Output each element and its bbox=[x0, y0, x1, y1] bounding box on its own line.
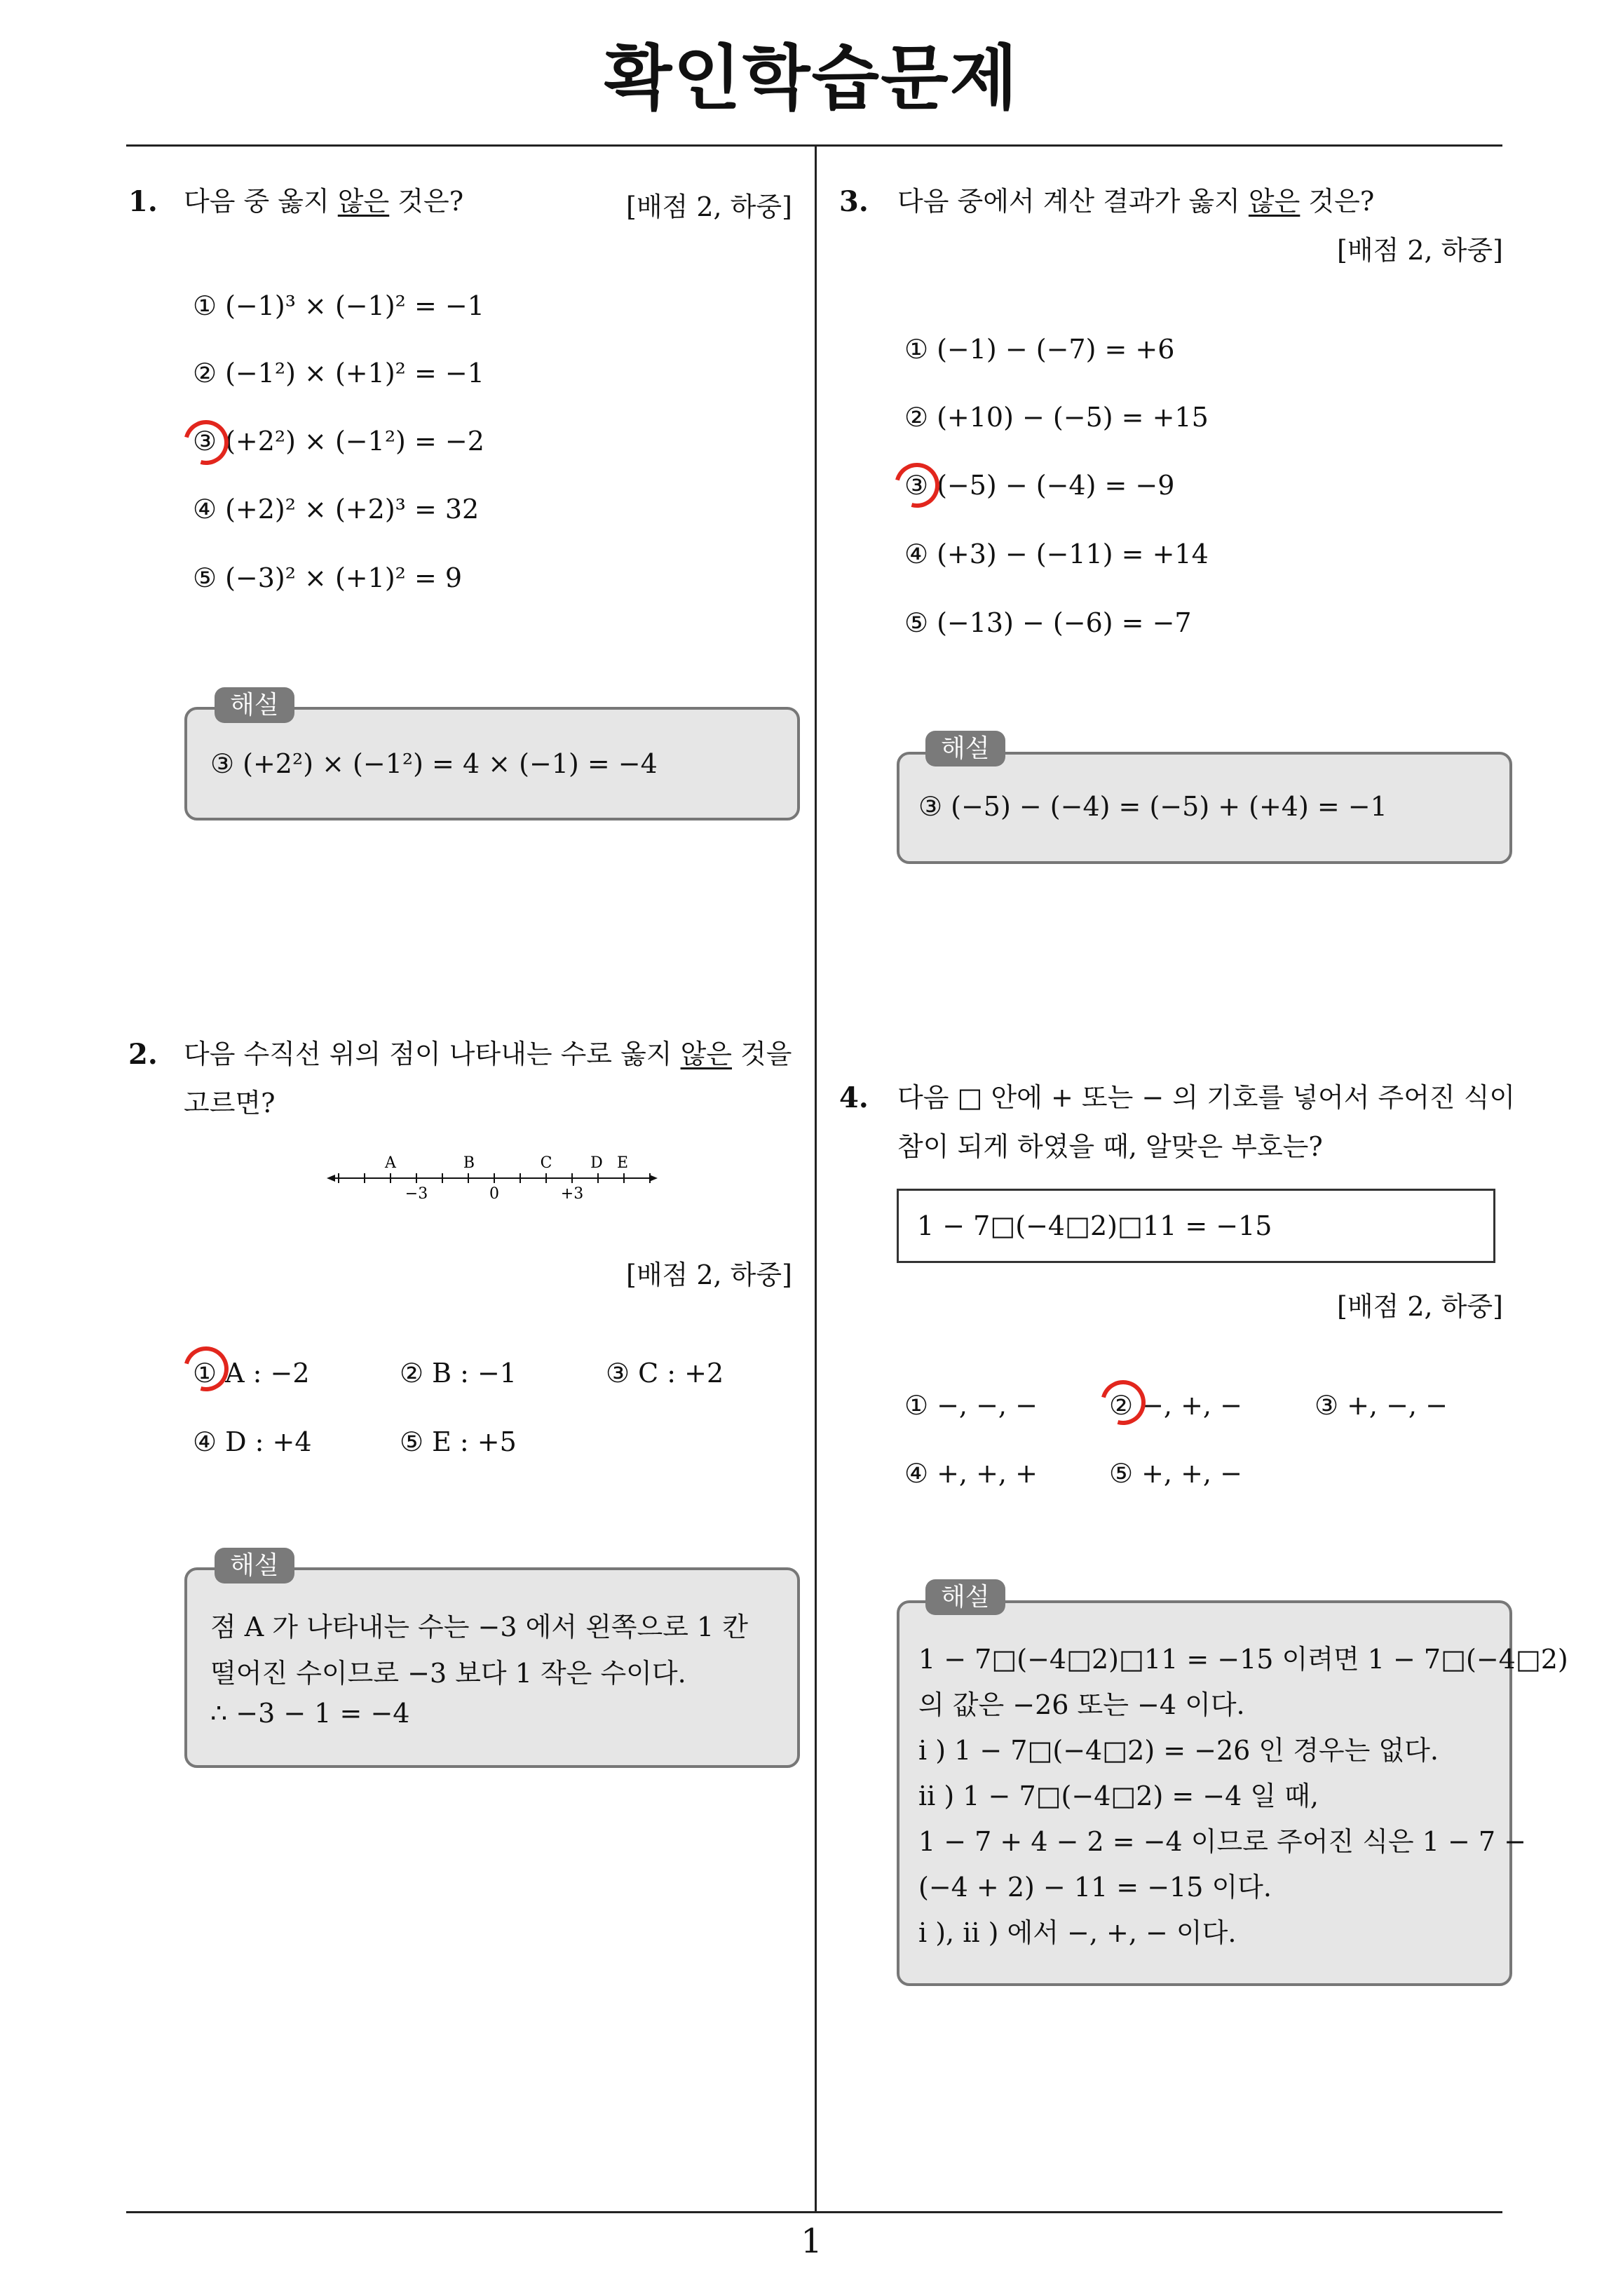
q4-solution-line-5: 1 − 7 + 4 − 2 = −4 이므로 주어진 식은 1 − 7 − bbox=[918, 1826, 1526, 1857]
option-mark: ④ bbox=[193, 494, 217, 525]
q3-text-post: 것은? bbox=[1300, 186, 1375, 217]
q4-score: [배점 2, 하중] bbox=[1337, 1291, 1503, 1322]
q2-solution-label: 해설 bbox=[215, 1548, 294, 1583]
option-mark: ② bbox=[1109, 1390, 1134, 1421]
q3-option-2[interactable] bbox=[904, 402, 1209, 434]
column-divider bbox=[815, 144, 817, 2211]
option-mark: ④ bbox=[904, 539, 929, 569]
option-expr: E : +5 bbox=[432, 1426, 517, 1457]
option-expr: (−1²) × (+1)² = −1 bbox=[225, 358, 484, 389]
q4-solution-line-1: 1 − 7□(−4□2)□11 = −15 이려면 1 − 7□(−4□2) bbox=[918, 1644, 1568, 1675]
option-mark: ③ bbox=[1315, 1390, 1339, 1421]
q1-option-1[interactable] bbox=[193, 290, 484, 323]
nl-tick-label-0: 0 bbox=[489, 1185, 499, 1203]
option-expr: +, +, − bbox=[1141, 1458, 1242, 1489]
option-mark: ⑤ bbox=[1109, 1458, 1134, 1489]
option-expr: B : −1 bbox=[432, 1358, 517, 1389]
q3-option-1[interactable] bbox=[904, 334, 1174, 366]
q4-number: 4. bbox=[839, 1081, 869, 1114]
nl-point-e: E bbox=[616, 1154, 629, 1172]
option-mark: ③ bbox=[193, 426, 217, 457]
q2-number: 2. bbox=[128, 1038, 158, 1071]
page-title: 확인학습문제 bbox=[604, 37, 1019, 119]
option-expr: −, +, − bbox=[1141, 1390, 1242, 1421]
option-expr: (−1) − (−7) = +6 bbox=[937, 334, 1175, 365]
option-mark: ② bbox=[400, 1358, 424, 1389]
option-mark: ⑤ bbox=[400, 1426, 424, 1457]
option-mark: ① bbox=[904, 1390, 929, 1421]
q2-option-4[interactable] bbox=[193, 1426, 312, 1459]
q4-option-4[interactable] bbox=[904, 1458, 1038, 1490]
page-number: 1 bbox=[801, 2222, 822, 2261]
option-mark: ① bbox=[193, 290, 217, 321]
q2-text-post: 것을 bbox=[732, 1039, 792, 1069]
q2-option-5[interactable] bbox=[400, 1426, 517, 1459]
option-expr: (−5) − (−4) = −9 bbox=[937, 470, 1175, 501]
q4-answer-mark-icon bbox=[1092, 1372, 1153, 1433]
option-mark: ⑤ bbox=[904, 607, 929, 638]
q4-solution-label: 해설 bbox=[925, 1579, 1005, 1615]
q2-text bbox=[184, 1029, 792, 1128]
q3-solution-text: ③ (−5) − (−4) = (−5) + (+4) = −1 bbox=[918, 791, 1387, 822]
option-expr: (−3)² × (+1)² = 9 bbox=[225, 562, 463, 593]
q3-text-pre: 다음 중에서 계산 결과가 옳지 bbox=[897, 186, 1249, 217]
q1-solution-label: 해설 bbox=[215, 687, 294, 723]
option-expr: +, −, − bbox=[1347, 1390, 1448, 1421]
option-expr: (+3) − (−11) = +14 bbox=[937, 539, 1209, 569]
q2-score: [배점 2, 하중] bbox=[626, 1260, 792, 1290]
q2-number-line bbox=[324, 1150, 660, 1206]
q4-option-3[interactable] bbox=[1315, 1390, 1448, 1422]
option-mark: ② bbox=[904, 402, 929, 433]
q1-answer-mark-icon bbox=[175, 412, 236, 473]
q3-option-5[interactable] bbox=[904, 607, 1192, 640]
q1-option-4[interactable] bbox=[193, 494, 479, 526]
q3-text bbox=[897, 177, 1374, 226]
q4-text-line1: 다음 □ 안에 + 또는 − 의 기호를 넣어서 주어진 식이 bbox=[897, 1082, 1516, 1113]
q2-option-2[interactable] bbox=[400, 1358, 517, 1390]
q4-solution-line-2: 의 값은 −26 또는 −4 이다. bbox=[918, 1689, 1245, 1720]
option-mark: ④ bbox=[904, 1458, 929, 1489]
q2-text-line2: 고르면? bbox=[184, 1088, 276, 1119]
q4-solution-line-3: i ) 1 − 7□(−4□2) = −26 인 경우는 없다. bbox=[918, 1735, 1439, 1766]
q2-solution-line-3: ∴ −3 − 1 = −4 bbox=[210, 1698, 410, 1729]
q3-text-underlined: 않은 bbox=[1248, 186, 1301, 217]
nl-point-b: B bbox=[463, 1154, 475, 1172]
q3-option-4[interactable] bbox=[904, 539, 1209, 571]
nl-tick-label-neg3: −3 bbox=[405, 1185, 428, 1203]
option-expr: (+2²) × (−1²) = −2 bbox=[225, 426, 484, 457]
q3-solution-label: 해설 bbox=[925, 731, 1005, 767]
q2-option-3[interactable] bbox=[606, 1358, 724, 1390]
q1-score: [배점 2, 하중] bbox=[626, 191, 792, 222]
option-expr: (+10) − (−5) = +15 bbox=[937, 402, 1209, 433]
q4-text-line2: 참이 되게 하였을 때, 알맞은 부호는? bbox=[897, 1131, 1323, 1162]
q1-solution-text: ③ (+2²) × (−1²) = 4 × (−1) = −4 bbox=[210, 748, 658, 779]
option-mark: ① bbox=[193, 1358, 217, 1389]
q2-answer-mark-icon bbox=[175, 1338, 236, 1399]
q4-option-5[interactable] bbox=[1109, 1458, 1242, 1490]
option-mark: ③ bbox=[606, 1358, 630, 1389]
nl-point-a: A bbox=[385, 1154, 396, 1172]
option-expr: C : +2 bbox=[638, 1358, 724, 1389]
q3-answer-mark-icon bbox=[886, 454, 947, 515]
q3-number: 3. bbox=[839, 185, 869, 218]
option-mark: ③ bbox=[904, 470, 929, 501]
q3-score: [배점 2, 하중] bbox=[1337, 235, 1503, 266]
option-expr: (+2)² × (+2)³ = 32 bbox=[225, 494, 480, 525]
nl-point-d: D bbox=[590, 1154, 603, 1172]
nl-tick-label-pos3: +3 bbox=[560, 1185, 584, 1203]
option-mark: ④ bbox=[193, 1426, 217, 1457]
q4-option-1[interactable] bbox=[904, 1390, 1038, 1422]
q1-option-2[interactable] bbox=[193, 358, 484, 390]
nl-point-c: C bbox=[540, 1154, 552, 1172]
q1-number: 1. bbox=[128, 185, 158, 218]
q1-text-underlined: 않은 bbox=[337, 186, 390, 217]
q4-text bbox=[897, 1073, 1515, 1171]
q4-solution-line-6: (−4 + 2) − 11 = −15 이다. bbox=[918, 1872, 1272, 1903]
q1-text-pre: 다음 중 옳지 bbox=[184, 186, 338, 217]
q1-option-3[interactable] bbox=[193, 426, 484, 458]
option-mark: ② bbox=[193, 358, 217, 389]
option-expr: A : −2 bbox=[225, 1358, 310, 1389]
option-expr: D : +4 bbox=[225, 1426, 312, 1457]
option-expr: +, +, + bbox=[937, 1458, 1038, 1489]
q2-solution-line-2: 떨어진 수이므로 −3 보다 1 작은 수이다. bbox=[210, 1658, 686, 1689]
q4-solution-line-7: i ), ii ) 에서 −, +, − 이다. bbox=[918, 1917, 1237, 1948]
q1-text bbox=[184, 177, 463, 226]
q4-solution-line-4: ii ) 1 − 7□(−4□2) = −4 일 때, bbox=[918, 1781, 1319, 1811]
q4-equation-box bbox=[897, 1189, 1495, 1263]
option-expr: (−1)³ × (−1)² = −1 bbox=[225, 290, 484, 321]
option-mark: ⑤ bbox=[193, 562, 217, 593]
bottom-rule bbox=[126, 2211, 1502, 2213]
q1-option-5[interactable] bbox=[193, 562, 462, 595]
q2-solution-line-1: 점 A 가 나타내는 수는 −3 에서 왼쪽으로 1 칸 bbox=[210, 1612, 748, 1642]
q4-equation: 1 − 7□(−4□2)□11 = −15 bbox=[917, 1210, 1272, 1241]
q1-text-post: 것은? bbox=[389, 186, 464, 217]
q2-text-pre: 다음 수직선 위의 점이 나타내는 수로 옳지 bbox=[184, 1039, 681, 1069]
q2-text-underlined: 않은 bbox=[680, 1039, 733, 1069]
option-mark: ① bbox=[904, 334, 929, 365]
option-expr: (−13) − (−6) = −7 bbox=[937, 607, 1192, 638]
q3-option-3[interactable] bbox=[904, 470, 1174, 502]
option-expr: −, −, − bbox=[937, 1390, 1038, 1421]
